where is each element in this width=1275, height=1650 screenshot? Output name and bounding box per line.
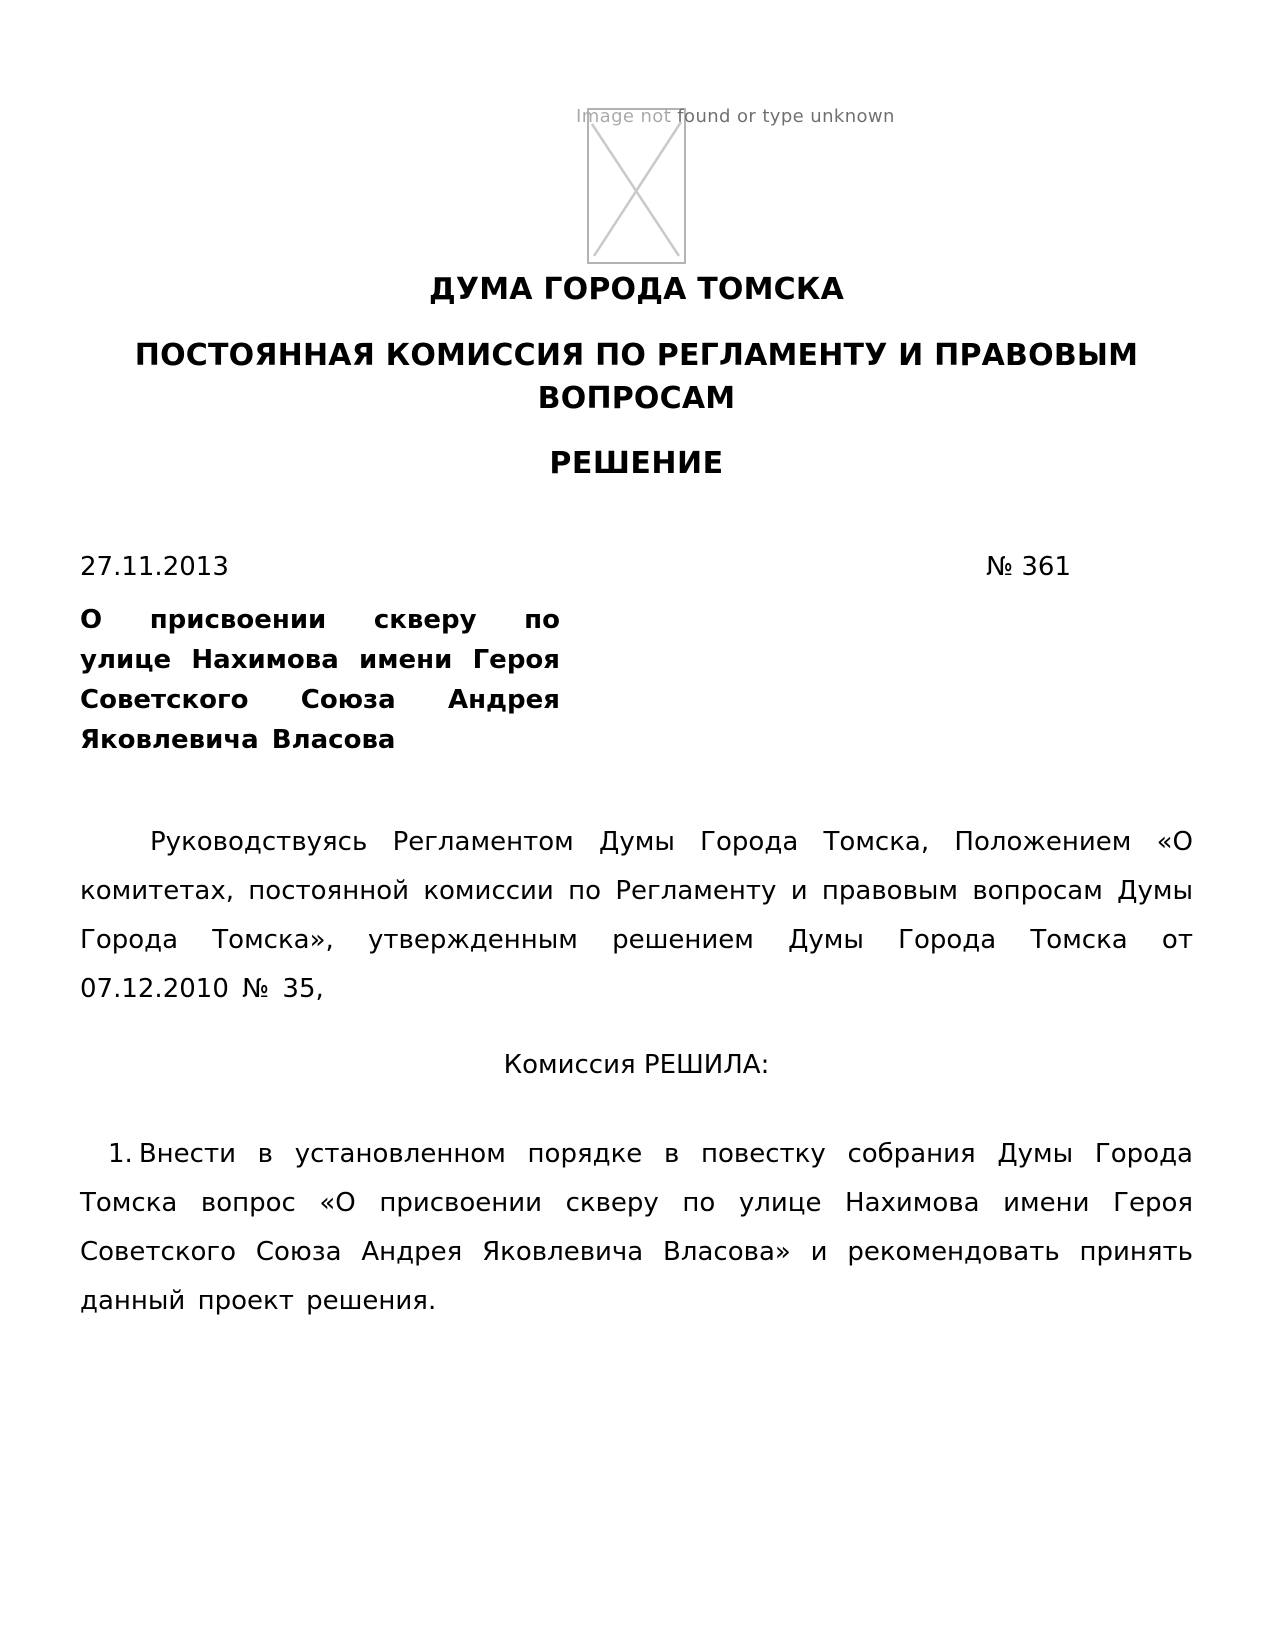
preamble-paragraph: Руководствуясь Регламентом Думы Города Томска, Положением «О комитетах, постоянной комиссии по Регламенту и правовым вопросам Думы Города Томска», утвержденным решением Думы Города Томска от 07.12.2010 № 35,: [80, 827, 1193, 1004]
broken-image-placeholder: [576, 106, 895, 264]
meta-row: [80, 552, 1193, 582]
commission-title: ПОСТОЯННАЯ КОМИССИЯ ПО РЕГЛАМЕНТУ И ПРАВОВЫМ ВОПРОСАМ: [134, 338, 1139, 416]
document-number: № 361: [986, 552, 1071, 582]
broken-image-x-icon: [589, 110, 684, 262]
resolution-item: [80, 1130, 1193, 1326]
document-type-title: РЕШЕНИЕ: [549, 446, 724, 481]
item-text: Внести в установленном порядке в повестку собрания Думы Города Томска вопрос «О присвоении скверу по улице Нахимова имени Героя Советского Союза Андрея Яковлевича Власова» и рекомендовать принять данный проект решения.: [80, 1139, 1193, 1316]
subject-block: О присвоении скверу по улице Нахимова имени Героя Советского Союза Андрея Яковлевича Власова: [80, 605, 560, 755]
resolution-heading: Комиссия РЕШИЛА:: [503, 1050, 770, 1080]
document-date: 27.11.2013: [80, 552, 229, 582]
organization-title: ДУМА ГОРОДА ТОМСКА: [428, 272, 845, 307]
item-number: 1.: [108, 1139, 133, 1169]
broken-image-label: Image not found or type unknown: [576, 106, 895, 127]
